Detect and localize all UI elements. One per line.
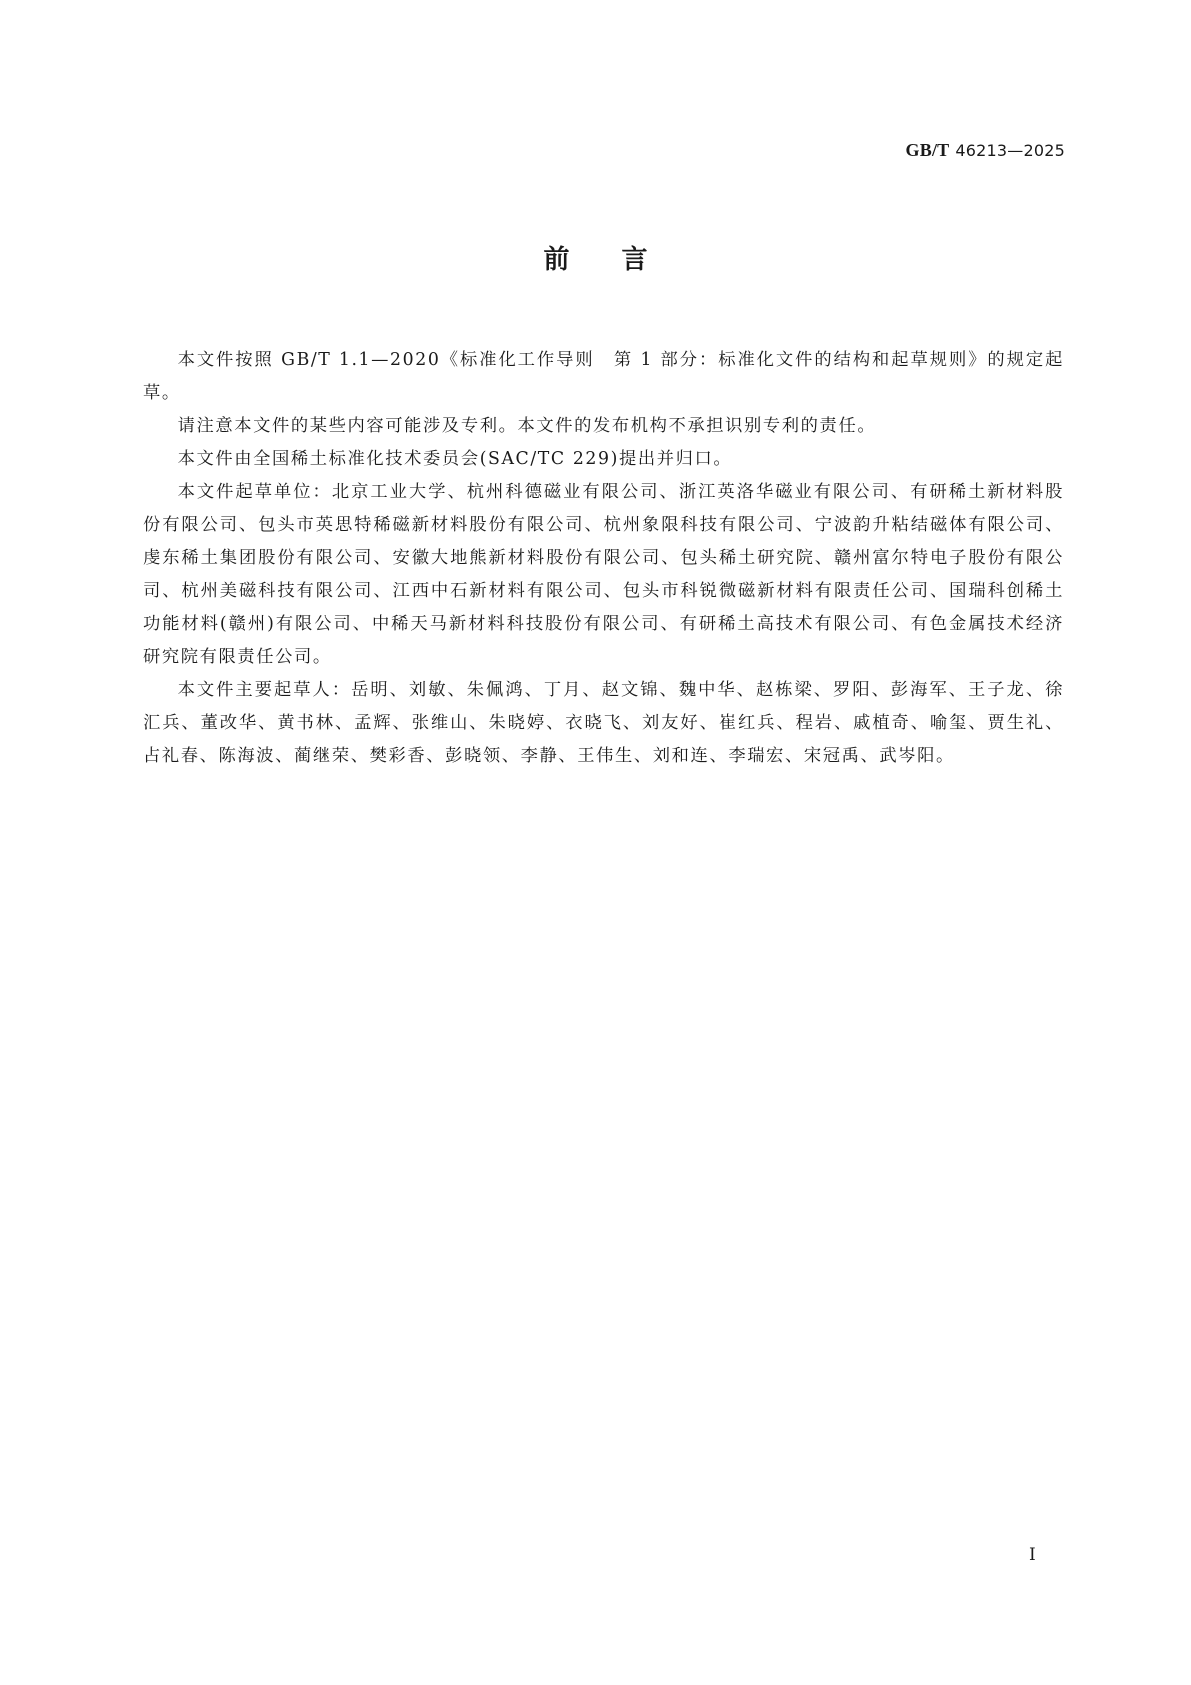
standard-prefix: GB/T [905,140,950,160]
standard-code: 46213—2025 [955,141,1065,160]
standard-number [906,140,1065,161]
paragraph-drafting-units: 本文件起草单位：北京工业大学、杭州科德磁业有限公司、浙江英洛华磁业有限公司、有研稀土新材料股份有限公司、包头市英思特稀磁新材料股份有限公司、杭州象限科技有限公司、宁波韵升粘结磁体有限公司、虔东稀土集团股份有限公司、安徽大地熊新材料股份有限公司、包头稀土研究院、赣州富尔特电子股份有限公司、杭州美磁科技有限公司、江西中石新材料有限公司、包头市科锐微磁新材料有限责任公司、国瑞科创稀土功能材料(赣州)有限公司、中稀天马新材料科技股份有限公司、有研稀土高技术有限公司、有色金属技术经济研究院有限责任公司。 [143,482,1064,667]
page-title-char-2: 言 [621,245,648,275]
paragraph-main-drafters: 本文件主要起草人：岳明、刘敏、朱佩鸿、丁月、赵文锦、魏中华、赵栋梁、罗阳、彭海军、王子龙、徐汇兵、董改华、黄书林、孟辉、张维山、朱晓婷、衣晓飞、刘友好、崔红兵、程岩、戚植奇、喻玺、贾生礼、占礼春、陈海波、蔺继荣、樊彩香、彭晓领、李静、王伟生、刘和连、李瑞宏、宋冠禹、武岑阳。 [143,680,1064,766]
paragraph-drafting-basis: 本文件按照 GB/T 1.1—2020《标准化工作导则 第 1 部分：标准化文件的结构和起草规则》的规定起草。 [143,350,1064,403]
page-title-char-1: 前 [543,245,570,275]
paragraph-patent-notice: 请注意本文件的某些内容可能涉及专利。本文件的发布机构不承担识别专利的责任。 [177,416,877,436]
foreword-body [143,344,1064,773]
page-number: Ⅰ [1029,1545,1036,1564]
paragraph-proposer: 本文件由全国稀土标准化技术委员会(SAC/TC 229)提出并归口。 [177,449,733,469]
page-title [0,244,1191,276]
